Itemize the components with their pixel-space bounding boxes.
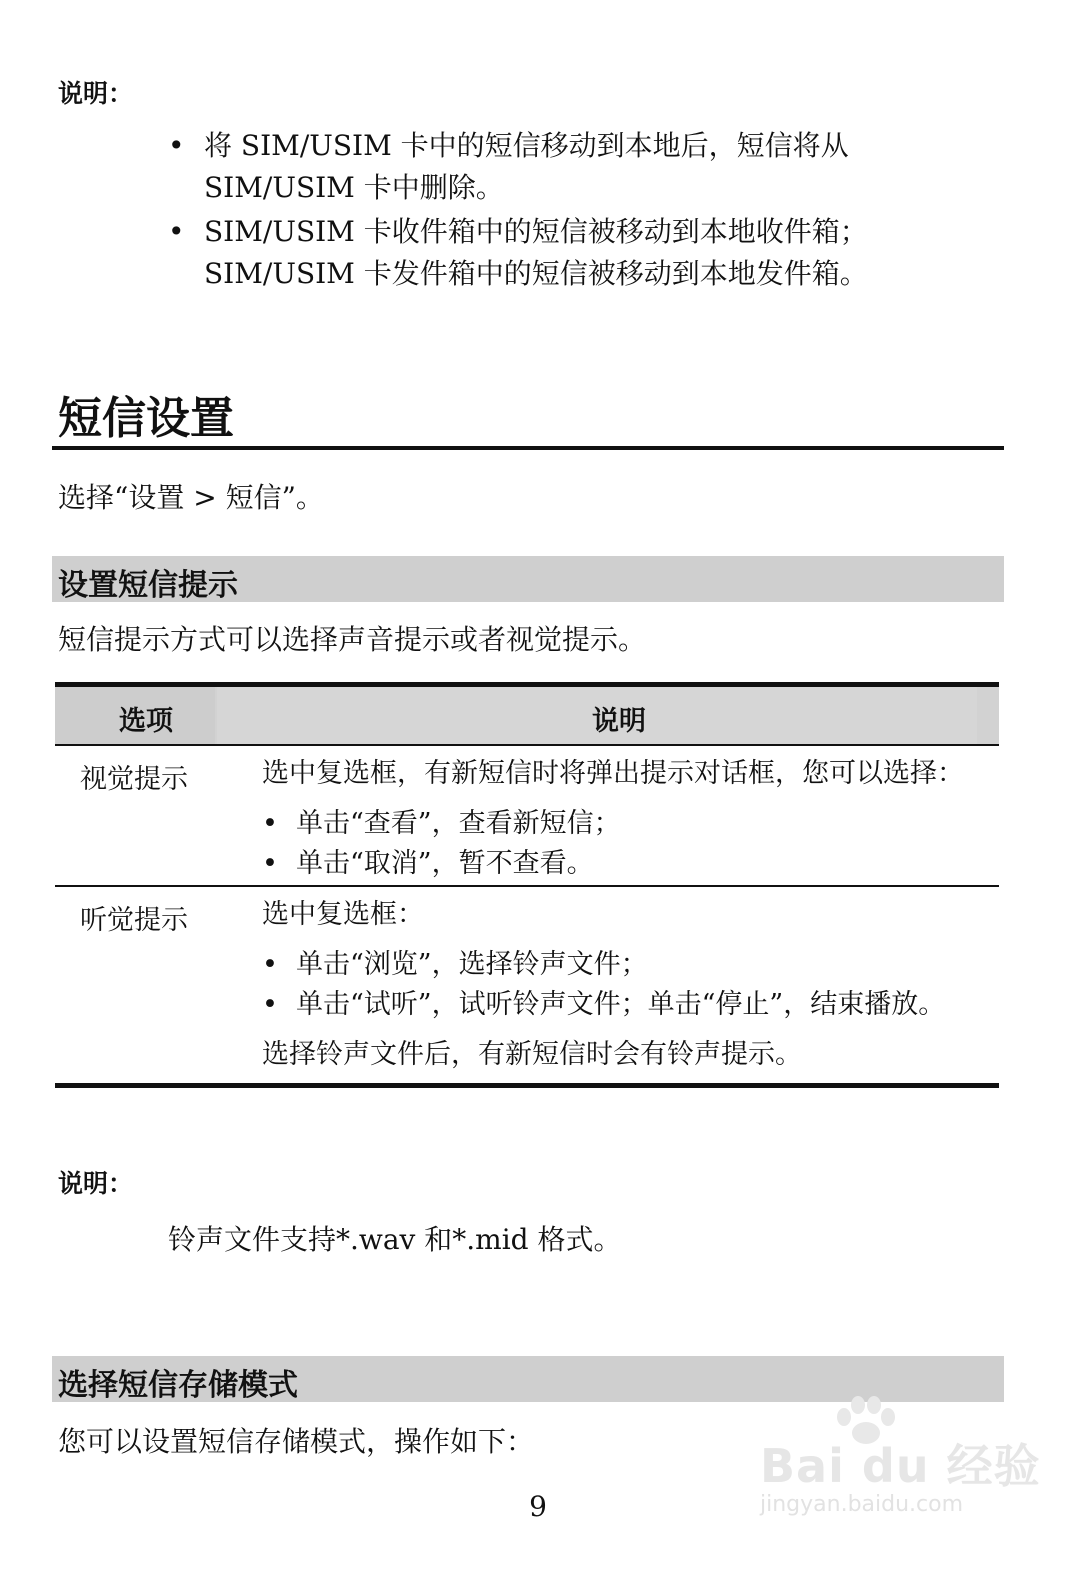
table-row-rule (55, 885, 999, 887)
table-header-rule (55, 744, 999, 746)
note-bullet-list (168, 125, 1008, 295)
subsection-intro: 您可以设置短信存储模式，操作如下： (58, 1425, 535, 1458)
list-item: • SIM/USIM 卡收件箱中的短信被移动到本地收件箱；SIM/USIM 卡发件箱中的短信被移动到本地发件箱。 (168, 211, 1008, 295)
list-item: • 单击“试听”，试听铃声文件；单击“停止”，结束播放。 (262, 985, 992, 1025)
table-header (55, 687, 999, 744)
bullet-icon: • (262, 808, 278, 839)
section-rule (52, 446, 1004, 450)
section-intro: 选择“设置 > 短信”。 (58, 481, 324, 514)
section-title: 短信设置 (58, 393, 234, 444)
bullet-icon: • (262, 848, 278, 879)
table-bottom-rule (55, 1083, 999, 1088)
table-cell-option: 听觉提示 (80, 905, 188, 936)
list-item: • 将 SIM/USIM 卡中的短信移动到本地后，短信将从 SIM/USIM 卡中删除。 (168, 125, 1008, 209)
list-item: • 单击“查看”，查看新短信； (262, 804, 992, 844)
bullet-icon: • (262, 989, 278, 1020)
watermark-url: jingyan.baidu.com (760, 1492, 964, 1517)
subsection-heading (52, 556, 1004, 602)
subsection-title: 选择短信存储模式 (58, 1368, 298, 1403)
table-cell-option: 视觉提示 (80, 764, 188, 795)
table-cell-description (262, 754, 992, 884)
table-header-option: 选项 (119, 706, 173, 737)
table-cell-lead: 选中复选框： (262, 899, 424, 930)
table-cell-lead: 选中复选框，有新短信时将弹出提示对话框，您可以选择： (262, 758, 964, 789)
watermark-brand: Bai du 经验 (760, 1439, 1041, 1493)
page-number: 9 (529, 1490, 547, 1523)
note-text: 铃声文件支持*.wav 和*.mid 格式。 (168, 1223, 622, 1256)
table-header-description: 说明 (592, 706, 646, 737)
bullet-icon: • (262, 949, 278, 980)
table-cell-description (262, 895, 992, 1075)
subsection-intro: 短信提示方式可以选择声音提示或者视觉提示。 (58, 623, 647, 656)
table-cell-tail: 选择铃声文件后，有新短信时会有铃声提示。 (262, 1039, 802, 1070)
subsection-title: 设置短信提示 (58, 568, 238, 603)
note-title: 说明： (58, 79, 134, 108)
bullet-icon: • (168, 215, 185, 248)
list-item: • 单击“取消”，暂不查看。 (262, 844, 992, 884)
note-title: 说明： (58, 1169, 134, 1198)
list-item: • 单击“浏览”，选择铃声文件； (262, 945, 992, 985)
bullet-icon: • (168, 129, 185, 162)
